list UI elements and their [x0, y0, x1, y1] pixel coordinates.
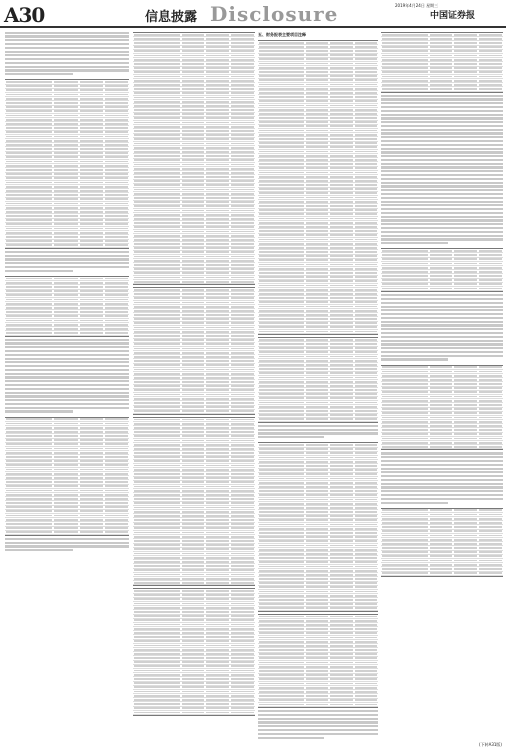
- table-row: [258, 703, 378, 707]
- section-title: 信息披露: [145, 10, 198, 25]
- continued-note: (下转A31版): [479, 742, 502, 747]
- data-table: [258, 442, 378, 612]
- data-table: [5, 79, 129, 249]
- text-paragraph: [381, 452, 503, 503]
- data-table: [258, 614, 378, 708]
- data-table: [133, 287, 255, 415]
- section-en-title: Disclosure: [210, 2, 339, 26]
- data-table: [133, 417, 255, 587]
- data-table: [381, 248, 503, 292]
- data-table: [258, 337, 378, 423]
- publication-date: 2019年4月24日 星期三: [395, 3, 439, 8]
- table-row: [133, 581, 255, 585]
- table-row: [258, 330, 378, 334]
- table-row: [5, 531, 129, 535]
- text-paragraph: [258, 425, 378, 439]
- text-paragraph: [5, 339, 129, 413]
- table-row: [5, 244, 129, 248]
- data-table: [381, 365, 503, 451]
- column-3: [258, 30, 378, 745]
- column-4: [381, 30, 503, 745]
- data-table: [133, 588, 255, 716]
- column-2: [133, 30, 255, 745]
- column-1: [5, 30, 129, 745]
- table-row: [133, 711, 255, 715]
- table-row: [381, 287, 503, 291]
- table-row: [258, 607, 378, 611]
- table-row: [381, 445, 503, 449]
- page-number: A30: [4, 3, 45, 27]
- data-table: [5, 417, 129, 536]
- text-paragraph: [381, 95, 503, 245]
- text-paragraph: [381, 294, 503, 360]
- data-table: [133, 32, 255, 285]
- text-paragraph: [5, 251, 129, 272]
- data-table: [5, 276, 129, 337]
- table-row: [133, 410, 255, 414]
- table-row: [258, 418, 378, 422]
- text-paragraph: [5, 32, 129, 76]
- text-paragraph: [5, 538, 129, 552]
- data-table: [381, 32, 503, 93]
- data-table: [381, 508, 503, 577]
- table-row: [381, 572, 503, 576]
- data-table: [258, 40, 378, 335]
- text-paragraph: [258, 710, 378, 739]
- table-row: [381, 87, 503, 91]
- table-row: [133, 280, 255, 284]
- page-header: [0, 0, 506, 28]
- table-row: [5, 331, 129, 335]
- paper-logo: 中国证券报: [430, 11, 476, 21]
- section-heading: 五、财务报表主要项目注释: [258, 32, 306, 37]
